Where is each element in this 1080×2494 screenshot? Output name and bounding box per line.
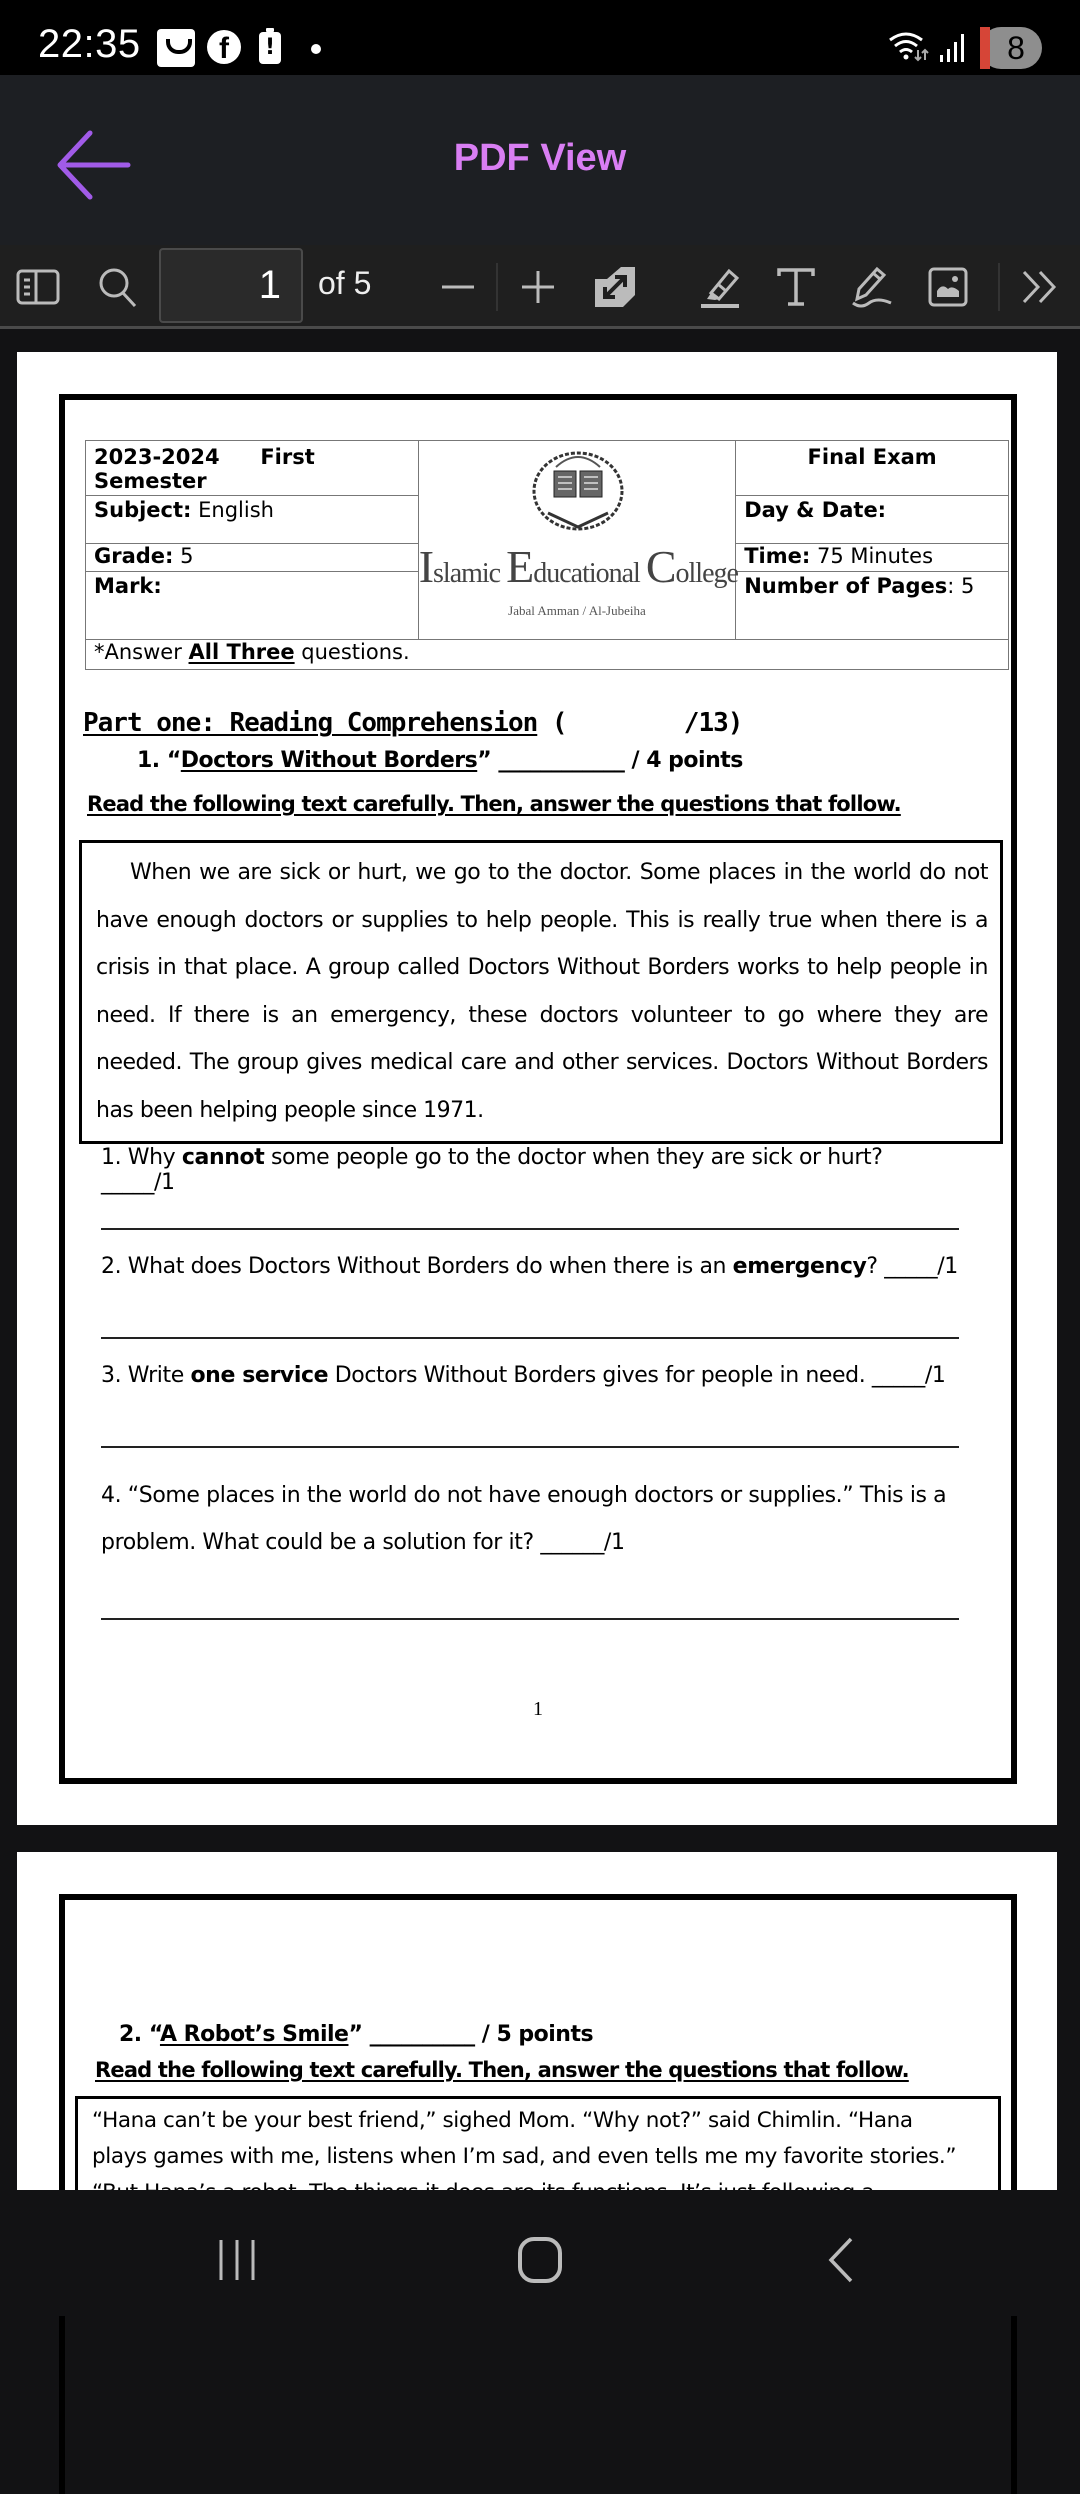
status-time: 22:35 bbox=[38, 22, 141, 66]
exam-type: Final Exam bbox=[807, 445, 937, 469]
answer-instruction-cell: *Answer All Three questions. bbox=[86, 640, 1009, 670]
question-3: 3. Write one service Doctors Without Borders gives for people in need. _____/1 bbox=[101, 1363, 946, 1388]
question-1: 1. Why cannot some people go to the doctor when they are sick or hurt? _____/1 bbox=[101, 1145, 883, 1195]
minus-icon bbox=[440, 269, 476, 305]
part-one-title: Part one: Reading Comprehension ( /13) bbox=[83, 708, 743, 738]
page-title: PDF View bbox=[453, 137, 627, 179]
semester: First Semester bbox=[94, 445, 315, 493]
zoom-in-button[interactable] bbox=[510, 259, 566, 315]
image-icon bbox=[928, 267, 968, 307]
school-location: Jabal Amman / Al-Jubeiha bbox=[508, 603, 646, 618]
subject-cell: Subject: English bbox=[86, 496, 419, 544]
text-icon bbox=[776, 266, 816, 308]
plus-icon bbox=[520, 269, 556, 305]
answer-line-1[interactable] bbox=[101, 1228, 959, 1230]
answer-line-4[interactable] bbox=[101, 1618, 959, 1620]
page-number-footer: 1 bbox=[533, 1698, 543, 1720]
more-tools-button[interactable] bbox=[1012, 259, 1068, 315]
highlight-button[interactable] bbox=[692, 259, 748, 315]
pdf-page-1 bbox=[17, 352, 1057, 1825]
pages-value: : 5 bbox=[947, 574, 975, 598]
search-icon bbox=[97, 266, 139, 308]
grade-value: 5 bbox=[180, 544, 194, 568]
facebook-icon: f bbox=[207, 30, 241, 64]
exam-header-table bbox=[85, 440, 1009, 670]
draw-button[interactable] bbox=[844, 259, 900, 315]
answer-line-2[interactable] bbox=[101, 1337, 959, 1339]
school-name: Islamic Educational College bbox=[418, 541, 738, 592]
pdf-toolbar bbox=[0, 245, 1080, 329]
reading-instruction: Read the following text carefully. Then, answer the questions that follow. bbox=[87, 792, 901, 816]
recent-apps-icon bbox=[215, 2238, 259, 2282]
reading-passage: When we are sick or hurt, we go to the doctor. Some places in the world do not have enough doctors or supplies to help people. This is really true when there is a crisis in that place. A group called Doctors Without Borders works to help people in need. If there is an emergency, these doctors volunteer to go where they are needed. The group gives medical care and other services. Doctors Without Borders has been helping people since 1971. bbox=[79, 840, 1003, 1144]
battery-level: 8 bbox=[1007, 30, 1025, 66]
highlighter-icon bbox=[699, 265, 741, 309]
pdf-viewport[interactable] bbox=[0, 332, 1080, 2190]
grade-cell: Grade: 5 bbox=[86, 544, 419, 572]
battery-indicator bbox=[980, 27, 1042, 69]
school-seal-icon bbox=[530, 449, 626, 533]
mark-cell: Mark: bbox=[86, 572, 419, 640]
reading-instruction: Read the following text carefully. Then, answer the questions that follow. bbox=[95, 2058, 909, 2082]
fit-page-button[interactable] bbox=[587, 259, 643, 315]
page-border bbox=[59, 394, 1017, 1784]
battery-alert-icon bbox=[259, 32, 281, 64]
home-icon bbox=[517, 2236, 563, 2284]
day-date-cell: Day & Date: bbox=[736, 496, 1009, 544]
more-notifications-dot-icon bbox=[311, 44, 321, 54]
pages-cell: Number of Pages: 5 bbox=[736, 572, 1009, 640]
time-value: 75 Minutes bbox=[816, 544, 934, 568]
reading-passage-2: “Hana can’t be your best friend,” sighed Mom. “Why not?” said Chimlin. “Hana plays games with me, listens when I’m sad, and even tells me my favorite stories.” bbox=[75, 2096, 1001, 2296]
section-1-title: 1. “Doctors Without Borders” ____________ / 4 points bbox=[137, 748, 743, 773]
double-chevron-right-icon bbox=[1020, 269, 1060, 305]
toolbar-divider bbox=[496, 263, 498, 311]
year-semester-cell bbox=[86, 441, 419, 496]
question-2: 2. What does Doctors Without Borders do when there is an emergency? _____/1 bbox=[101, 1254, 958, 1279]
recent-apps-button[interactable] bbox=[197, 2230, 277, 2290]
search-button[interactable] bbox=[90, 259, 146, 315]
status-bar bbox=[0, 0, 1080, 75]
system-nav-bar bbox=[0, 2190, 1080, 2316]
toolbar-divider bbox=[998, 263, 1000, 311]
subject-value: English bbox=[198, 498, 274, 522]
time-cell: Time: 75 Minutes bbox=[736, 544, 1009, 572]
page-number-input[interactable] bbox=[159, 248, 303, 323]
pencil-signature-icon bbox=[851, 265, 893, 309]
sidebar-toggle-button[interactable] bbox=[10, 259, 66, 315]
section-2-title: 2. “A Robot’s Smile” __________ / 5 points bbox=[119, 2022, 594, 2047]
school-year: 2023-2024 bbox=[94, 445, 220, 469]
answer-line-3[interactable] bbox=[101, 1446, 959, 1448]
home-button[interactable] bbox=[500, 2230, 580, 2290]
exam-type-cell bbox=[736, 441, 1009, 496]
battery-low-segment bbox=[980, 27, 990, 69]
question-4: 4. “Some places in the world do not have enough doctors or supplies.” This is a problem. What could be a solution for it? ______/1 bbox=[101, 1483, 947, 1555]
expand-arrows-icon bbox=[593, 265, 637, 309]
school-logo-cell bbox=[418, 441, 736, 640]
nav-back-button[interactable] bbox=[802, 2230, 882, 2290]
app-bar bbox=[0, 75, 1080, 245]
shopping-bag-icon bbox=[157, 29, 195, 67]
insert-image-button[interactable] bbox=[920, 259, 976, 315]
text-tool-button[interactable] bbox=[768, 259, 824, 315]
sidebar-panel-icon bbox=[16, 268, 60, 306]
page-total-label: of 5 bbox=[318, 265, 372, 301]
zoom-out-button[interactable] bbox=[430, 259, 486, 315]
cell-signal-icon bbox=[938, 33, 968, 63]
wifi-icon bbox=[888, 30, 932, 64]
chevron-left-icon bbox=[827, 2237, 857, 2283]
